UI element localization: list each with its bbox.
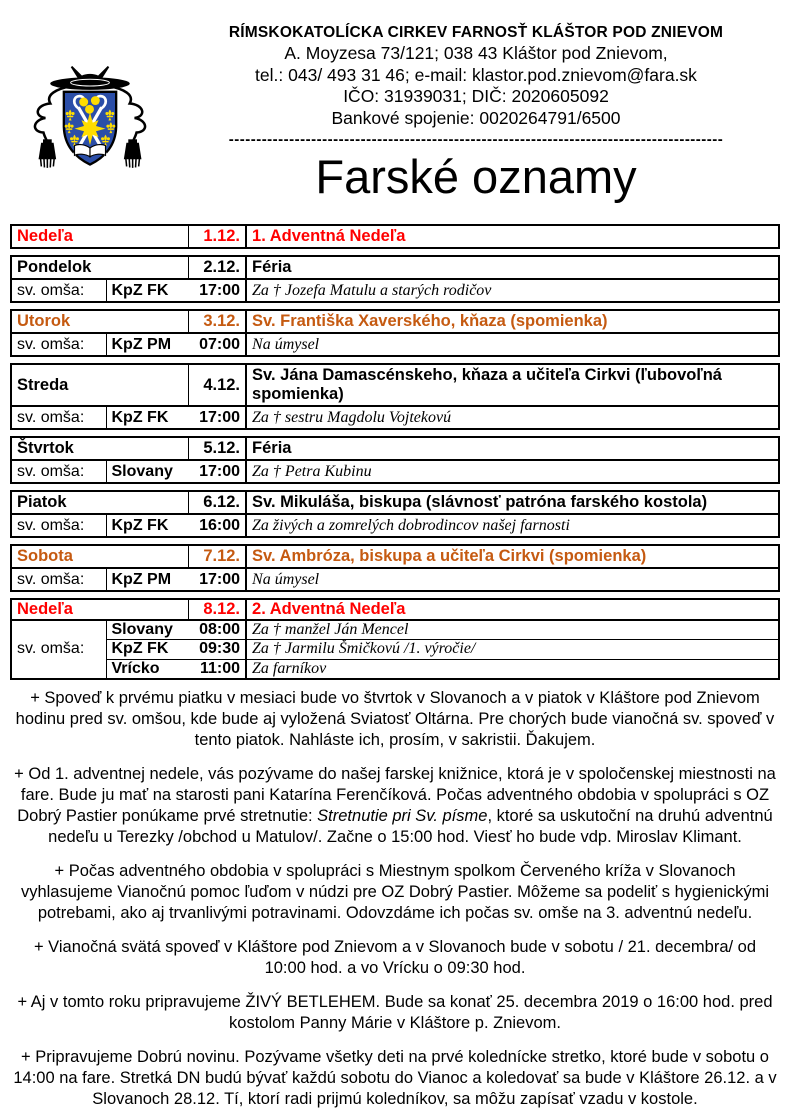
- time-cell: 16:00: [188, 514, 246, 537]
- letterhead: [0, 0, 790, 204]
- date-cell: 1.12.: [188, 225, 246, 248]
- announcement-text: + Od 1. adventnej nedele, vás pozývame do našej farskej knižnice, ktorá je v spoločenskej miestnosti na fare. Bude ju mať na starosti pani Katarína Ferenčíková. Počas adventného obdobia v spolupráci s OZ Dobrý Pastier ponúkame prvé stretnutie:: [14, 765, 776, 825]
- mass-label-cell: sv. omša:: [11, 460, 106, 483]
- date-cell: 4.12.: [188, 364, 246, 406]
- mass-row: [11, 620, 779, 640]
- announcements: [12, 688, 778, 1110]
- time-cell: 09:30: [188, 640, 246, 660]
- day-cell: Utorok: [11, 310, 188, 333]
- time-cell: 17:00: [188, 406, 246, 429]
- date-cell: 3.12.: [188, 310, 246, 333]
- day-cell: Piatok: [11, 491, 188, 514]
- place-cell: KpZ FK: [111, 517, 169, 534]
- place-cell: KpZ PM: [111, 571, 172, 588]
- day-header-row: [11, 256, 779, 279]
- time-cell: 08:00: [188, 620, 246, 640]
- place-cell: KpZ FK: [106, 640, 188, 660]
- day-block: [10, 309, 780, 357]
- day-cell: Sobota: [11, 545, 188, 568]
- mass-label-cell: sv. omša:: [11, 406, 106, 429]
- date-cell: 8.12.: [188, 599, 246, 620]
- feast-cell: Féria: [246, 256, 779, 279]
- announcement-paragraph: [12, 764, 778, 848]
- intention-cell: Za farníkov: [246, 659, 779, 679]
- parish-name: RÍMSKOKATOLÍCKA CIRKEV FARNOSŤ KLÁŠTOR POD ZNIEVOM: [228, 24, 724, 41]
- parish-address: A. Moyzesa 73/121; 038 43 Kláštor pod Znievom,: [284, 43, 668, 63]
- intention-cell: Za † Jozefa Matulu a starých rodičov: [252, 282, 492, 299]
- feast-cell: Sv. Jána Damascénskeho, kňaza a učiteľa Cirkvi (ľubovoľná spomienka): [246, 364, 779, 406]
- announcement-text: + Aj v tomto roku pripravujeme ŽIVÝ BETLEHEM. Bude sa konať 25. decembra 2019 o 16:00 hod. pred kostolom Panny Márie v Kláštore p. Znievom.: [17, 993, 773, 1032]
- mass-row: [11, 279, 779, 302]
- announcement-paragraph: [12, 992, 778, 1034]
- parish-bank-account: Bankové spojenie: 0020264791/6500: [331, 107, 621, 128]
- day-block: [10, 363, 780, 430]
- day-header-row: [11, 225, 779, 248]
- page-title: Farské oznamy: [315, 150, 637, 203]
- mass-row: [11, 333, 779, 356]
- day-cell: Nedeľa: [11, 599, 188, 620]
- announcement-paragraph: [12, 861, 778, 924]
- mass-row: [11, 514, 779, 537]
- parish-contact: tel.: 043/ 493 31 46; e-mail: klastor.pod.znievom@fara.sk: [255, 64, 697, 85]
- intention-cell: Za † manžel Ján Mencel: [252, 620, 409, 638]
- day-header-row: [11, 310, 779, 333]
- date-cell: 5.12.: [188, 437, 246, 460]
- time-cell: 17:00: [188, 460, 246, 483]
- intention-cell: Za † sestru Magdolu Vojtekovú: [252, 409, 452, 426]
- place-cell: KpZ PM: [111, 336, 172, 353]
- announcement-text: Stretnutie pri Sv. písme: [317, 807, 488, 825]
- day-block: [10, 436, 780, 484]
- day-block: [10, 490, 780, 538]
- place-cell: Slovany: [111, 620, 173, 638]
- intention-cell: Za živých a zomrelých dobrodincov našej farnosti: [252, 517, 570, 534]
- day-block: [10, 544, 780, 592]
- mass-row: [11, 659, 779, 679]
- day-header-row: [11, 437, 779, 460]
- place-cell: Vrícko: [106, 659, 188, 679]
- mass-schedule: [10, 224, 780, 680]
- intention-cell: Na úmysel: [252, 571, 320, 588]
- day-block: [10, 224, 780, 249]
- announcement-paragraph: [12, 937, 778, 979]
- time-cell: 17:00: [188, 279, 246, 302]
- intention-cell: Za † Jarmilu Šmičkovú /1. výročie/: [246, 640, 779, 660]
- place-cell: KpZ FK: [111, 409, 169, 426]
- date-cell: 2.12.: [188, 256, 246, 279]
- place-cell: KpZ FK: [111, 282, 169, 299]
- feast-cell: Sv. Mikuláša, biskupa (slávnosť patróna farského kostola): [246, 491, 779, 514]
- mass-row: [11, 640, 779, 660]
- day-block: [10, 255, 780, 303]
- mass-row: [11, 406, 779, 429]
- announcement-paragraph: [12, 1047, 778, 1110]
- feast-cell: Féria: [246, 437, 779, 460]
- date-cell: 7.12.: [188, 545, 246, 568]
- galero-hat-icon: [50, 67, 129, 90]
- mass-label-cell: sv. omša:: [11, 514, 106, 537]
- letterhead-text: [172, 22, 780, 204]
- parish-crest-icon: [27, 64, 153, 172]
- announcement-text: + Spoveď k prvému piatku v mesiaci bude vo štvrtok v Slovanoch a v piatok v Kláštore pod Znievom hodinu pred sv. omšou, kde bude aj vyložená Sviatosť Oltárna. Pre chorých bude vianočná sv. spoveď v tento piatok. Nahláste ich, prosím, v sakristii. Ďakujem.: [15, 689, 775, 749]
- day-cell: Nedeľa: [17, 227, 73, 245]
- announcement-text: + Počas adventného obdobia v spolupráci s Miestnym spolkom Červeného kríža v Slovanoch vyhlasujeme Vianočnú pomoc ľuďom v núdzi pre OZ Dobrý Pastier. Môžeme sa podeliť s hygienickými potrebami, ako aj trvanlivými potravinami. Odovzdáme ich počas sv. omše na 3. adventnú nedeľu.: [20, 862, 770, 922]
- mass-label-cell: sv. omša:: [11, 620, 106, 680]
- day-block: [10, 598, 780, 680]
- announcement-paragraph: [12, 688, 778, 751]
- announcement-text: , ktoré sa uskutoční na druhú adventnú nedeľu u Terezky /obchod u Matulov/. Začne o 15:00 hod. Viesť ho bude vdp. Miroslav Klimant.: [48, 807, 773, 846]
- day-cell: Streda: [11, 364, 188, 406]
- mass-row: [11, 568, 779, 591]
- mass-row: [11, 460, 779, 483]
- mass-label-cell: sv. omša:: [11, 279, 106, 302]
- day-cell: Pondelok: [11, 256, 188, 279]
- day-header-row: [11, 545, 779, 568]
- parish-registration: IČO: 31939031; DIČ: 2020605092: [343, 86, 609, 106]
- feast-cell: Sv. Františka Xaverského, kňaza (spomienka): [246, 310, 779, 333]
- feast-cell: 1. Adventná Nedeľa: [252, 227, 406, 245]
- place-cell: Slovany: [111, 463, 173, 480]
- time-cell: 17:00: [188, 568, 246, 591]
- mass-label-cell: sv. omša:: [11, 333, 106, 356]
- feast-cell: 2. Adventná Nedeľa: [246, 599, 779, 620]
- feast-cell: Sv. Ambróza, biskupa a učiteľa Cirkvi (spomienka): [246, 545, 779, 568]
- mass-label-cell: sv. omša:: [11, 568, 106, 591]
- time-cell: 07:00: [188, 333, 246, 356]
- time-cell: 11:00: [188, 659, 246, 679]
- date-cell: 6.12.: [188, 491, 246, 514]
- intention-cell: Za † Petra Kubinu: [252, 463, 372, 480]
- announcement-text: + Vianočná svätá spoveď v Kláštore pod Znievom a v Slovanoch bude v sobotu / 21. decembra/ od 10:00 hod. a vo Vrícku o 09:30 hod.: [33, 938, 757, 977]
- dashed-divider: ------------------------------------------------------------------------------------------: [228, 132, 724, 147]
- day-header-row: [11, 599, 779, 620]
- day-cell: Štvrtok: [11, 437, 188, 460]
- day-header-row: [11, 364, 779, 406]
- day-header-row: [11, 491, 779, 514]
- announcement-text: + Pripravujeme Dobrú novinu. Pozývame všetky deti na prvé kolednícke stretko, ktoré bude v sobotu o 14:00 na fare. Stretká DN budú bývať každú sobotu do Vianoc a koledovať sa bude v Kláštore 26.12. a v Slovanoch 28.12. Tí, ktorí radi prijmú koledníkov, sa môžu zapísať vzadu v kostole.: [13, 1048, 777, 1108]
- intention-cell: Na úmysel: [252, 336, 320, 353]
